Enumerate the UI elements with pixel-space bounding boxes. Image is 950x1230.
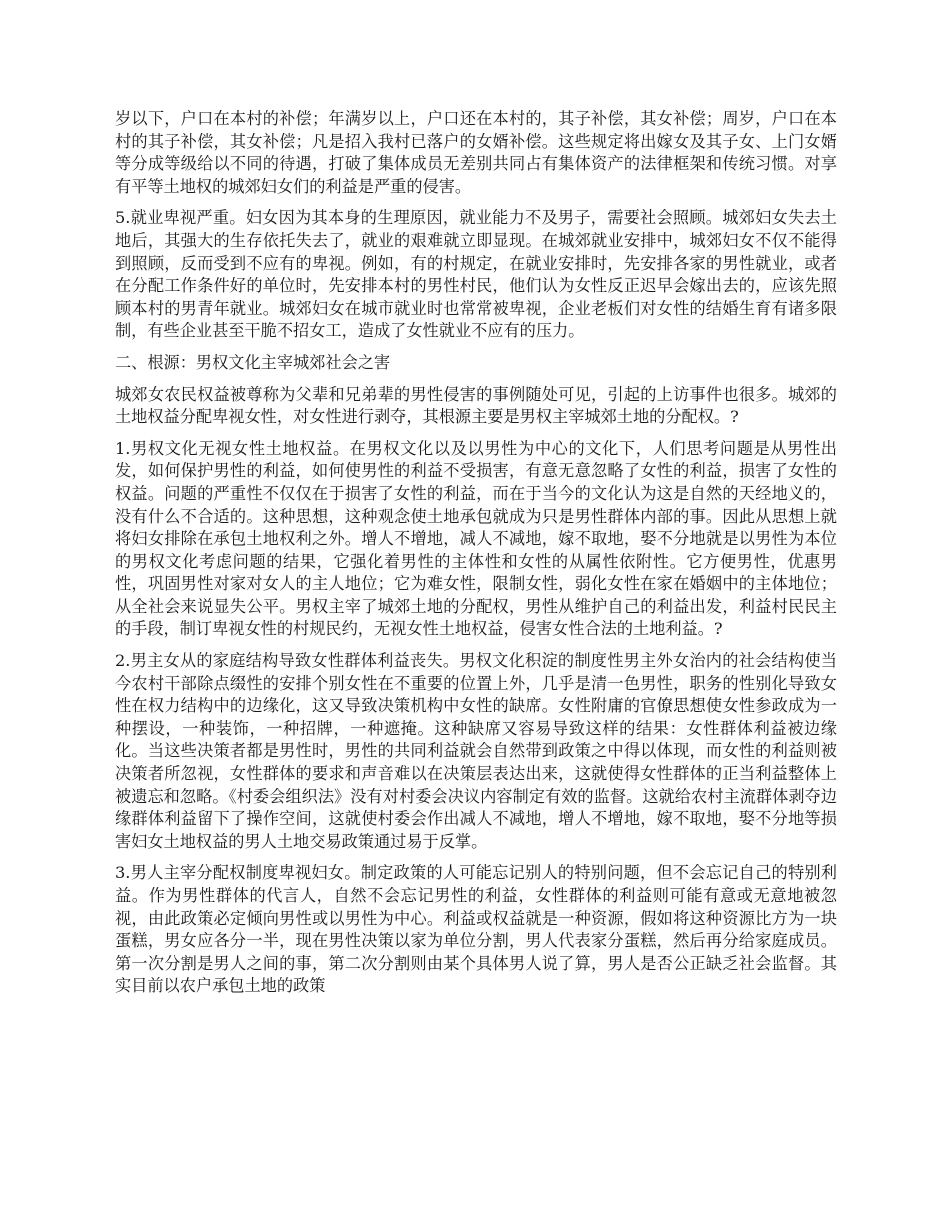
section-heading-root-cause: 二、根源：男权文化主宰城郊社会之害 [115, 352, 391, 372]
paragraph-family-structure: 2.男主女从的家庭结构导致女性群体利益丧失。男权文化积淀的制度性男主外女治内的社会结构使当今农村干部除点缀性的安排个别女性在不重要的位置上外，几乎是清一色男性，职务的性别化导致女性在权力结构中的边缘化，这又导致决策机构中女性的缺席。女性附庸的官僚思想使女性参政成为一种摆设，一种装饰，一种招牌，一种遮掩。这种缺席又容易导致这样的结果：女性群体利益被边缘化。当这些决策者都是男性时，男性的共同利益就会自然带到政策之中得以体现，而女性的利益则被决策者所忽视，女性群体的要求和声音难以在决策层表达出来，这就使得女性群体的正当利益整体上被遗忘和忽略。《村委会组织法》没有对村委会决议内容制定有效的监督。这就给农村主流群体剥夺边缘群体利益留下了操作空间，这就使村委会作出减人不减地，增人不增地，嫁不取地，娶不分地等损害妇女土地权益的男人土地交易政策通过易于反掌。 [115, 651, 837, 851]
paragraph-distribution-power: 3.男人主宰分配权制度卑视妇女。制定政策的人可能忘记别人的特别问题，但不会忘记自己的特别利益。作为男性群体的代言人，自然不会忘记男性的利益，女性群体的利益则可能有意或无意地被忽视，由此政策必定倾向男性或以男性为中心。利益或权益就是一种资源，假如将这种资源比方为一块蛋糕，男女应各分一半，现在男性决策以家为单位分割，男人代表家分蛋糕，然后再分给家庭成员。第一次分割是男人之间的事，第二次分割则由某个具体男人说了算，男人是否公正缺乏社会监督。其实目前以农户承包土地的政策 [115, 863, 837, 996]
document-page [115, 108, 837, 1007]
paragraph-patriarchal-culture: 1.男权文化无视女性土地权益。在男权文化以及以男性为中心的文化下，人们思考问题是从男性出发，如何保护男性的利益，如何使男性的利益不受损害，有意无意忽略了女性的利益，损害了女性的权益。问题的严重性不仅仅在于损害了女性的利益，而在于当今的文化认为这是自然的天经地义的，没有什么不合适的。这种思想，这种观念使土地承包就成为只是男性群体内部的事。因此从思想上就将妇女排除在承包土地权利之外。增人不增地，减人不减地，嫁不取地，娶不分地就是以男性为本位的男权文化考虑问题的结果，它强化着男性的主体性和女性的从属性依附性。它方便男性，优惠男性，巩固男性对家对女人的主人地位；它为难女性，限制女性，弱化女性在家在婚姻中的主体地位；从全社会来说显失公平。男权主宰了城郊土地的分配权，男性从维护自己的利益出发，利益村民民主的手段，制订卑视女性的村规民约，无视女性土地权益，侵害女性合法的土地利益。? [115, 438, 837, 639]
paragraph-root-cause-intro: 城郊女农民权益被尊称为父辈和兄弟辈的男性侵害的事例随处可见，引起的上访事件也很多。城郊的土地权益分配卑视女性，对女性进行剥夺，其根源主要是男权主宰城郊土地的分配权。? [115, 384, 837, 427]
paragraph-compensation-rules: 岁以下，户口在本村的补偿；年满岁以上，户口还在本村的，其子补偿，其女补偿；周岁，户口在本村的其子补偿，其女补偿；凡是招入我村已落户的女婿补偿。这些规定将出嫁女及其子女、上门女婿等分成等级给以不同的待遇，打破了集体成员无差别共同占有集体资产的法律框架和传统习惯。对享有平等土地权的城郊妇女们的利益是严重的侵害。 [115, 109, 837, 196]
paragraph-employment-discrimination: 5.就业卑视严重。妇女因为其本身的生理原因，就业能力不及男子，需要社会照顾。城郊妇女失去土地后，其强大的生存依托失去了，就业的艰难就立即显现。在城郊就业安排中，城郊妇女不仅不能得到照顾，反而受到不应有的卑视。例如，有的村规定，在就业安排时，先安排各家的男性就业，或者在分配工作条件好的单位时，先安排本村的男性村民，他们认为女性反正迟早会嫁出去的，应该先照顾本村的男青年就业。城郊妇女在城市就业时也常常被卑视，企业老板们对女性的结婚生育有诸多限制，有些企业甚至干脆不招女工，造成了女性就业不应有的压力。 [115, 208, 837, 341]
